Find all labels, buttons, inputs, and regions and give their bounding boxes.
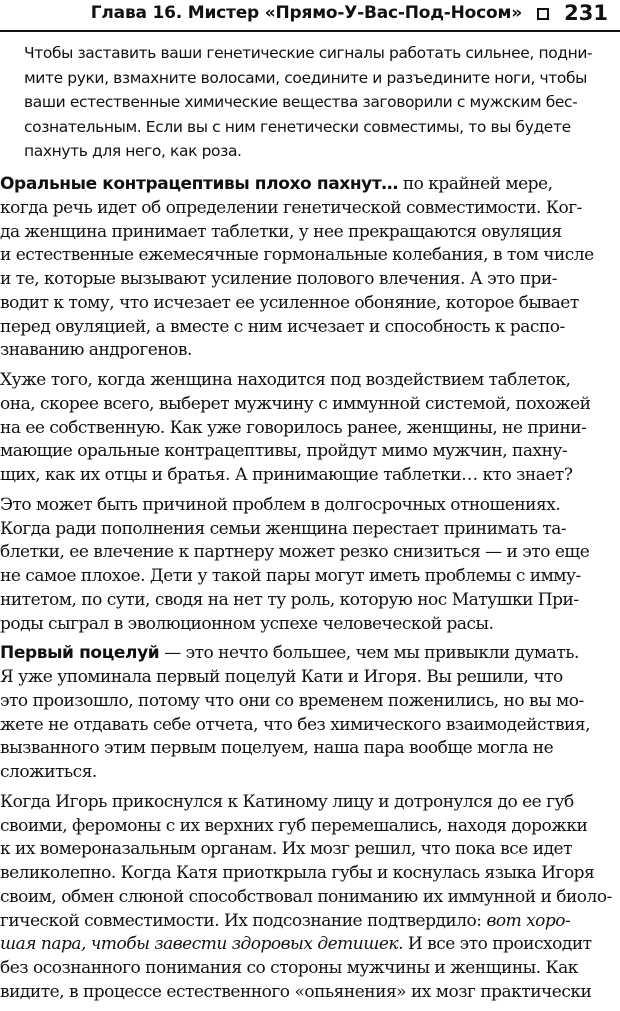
text-line: Я уже упоминала первый поцелуй Кати и Игоря. Вы решили, что <box>0 667 563 687</box>
text-line: перед овуляцией, а вместе с ним исчезает и способность к распо- <box>0 316 565 337</box>
text-line: щих, как их отцы и братья. А принимающие таблетки… кто знает? <box>0 465 573 485</box>
body-text <box>0 173 610 1011</box>
paragraph-worse <box>0 369 610 488</box>
tip-line: мите руки, взмахните волосами, соедините и разъедините ноги, чтобы <box>24 68 587 87</box>
text-line <box>0 933 610 957</box>
text-line: знаванию андрогенов. <box>0 340 192 361</box>
italic-run: шая пара, чтобы завести здоровых детишек. <box>0 934 403 955</box>
square-outline-icon <box>537 8 549 20</box>
header-rule <box>0 30 620 32</box>
text-line: жете не отдавать себе отчета, что без химического взаимодействия, <box>0 714 590 735</box>
text-line: своими, феромоны с их верхних губ перемешались, находя дорожки <box>0 815 588 836</box>
text-line: да женщина принимает таблетки, у нее прекращаются овуляция <box>0 221 562 242</box>
text-line: сложиться. <box>0 762 97 782</box>
tip-line: Чтобы заставить ваши генетические сигналы работать сильнее, подни- <box>24 44 593 62</box>
tip-line: пахнуть для него, как роза. <box>24 142 242 161</box>
text-line: на ее собственную. Как уже говорилось ранее, женщины, не прини- <box>0 417 587 438</box>
paragraph-first-kiss <box>0 642 610 785</box>
text-line: Когда Игорь прикоснулся к Катиному лицу и дотронулся до ее губ <box>0 791 574 812</box>
text-line: великолепно. Когда Катя приоткрыла губы и коснулась языка Игоря <box>0 863 595 883</box>
paragraph-contraceptives <box>0 173 610 363</box>
paragraph-igor-kiss <box>0 791 610 1005</box>
text-line <box>0 910 610 934</box>
text-run: гической совместимости. Их подсознание подтвердило: <box>0 910 487 931</box>
paragraph-lead: Первый поцелуй <box>0 643 160 664</box>
text-line: и те, которые вызывают усиление полового влечения. А это при- <box>0 269 557 289</box>
text-line: не самое плохое. Дети у такой пары могут иметь проблемы с имму- <box>0 566 581 586</box>
text-line: и естественные ежемесячные гормональные колебания, в том числе <box>0 245 594 266</box>
text-line: Хуже того, когда женщина находится под воздействием таблеток, <box>0 370 571 390</box>
text-line: к их вомероназальным органам. Их мозг решил, что пока все идет <box>0 839 573 860</box>
text-line: это произошло, потому что они со временем поженились, но вы мо- <box>0 690 584 711</box>
text-line <box>0 173 610 197</box>
text-line: нитетом, по сути, сводя на нет ту роль, которую нос Матушки При- <box>0 589 579 610</box>
text-line: мающие оральные контрацептивы, пройдут мимо мужчин, пахну- <box>0 441 568 462</box>
paragraph-problems <box>0 494 610 637</box>
text-line: видите, в процессе естественного «опьянения» их мозг практически <box>0 981 592 1002</box>
text-run: по крайней мере, <box>397 174 553 194</box>
tip-line: сознательным. Если вы с ним генетически совместимы, то вы будете <box>24 117 571 136</box>
text-line: без осознанного понимания со стороны мужчины и женщины. Как <box>0 958 578 978</box>
text-line: блетки, ее влечение к партнеру может резко снизиться — и это еще <box>0 542 590 563</box>
italic-run: вот хоро- <box>486 910 571 931</box>
text-run: — это нечто большее, чем мы привыкли думать. <box>159 643 579 664</box>
text-run: И все это происходит <box>402 934 592 955</box>
running-header <box>0 0 620 36</box>
text-line: она, скорее всего, выберет мужчину с иммунной системой, похожей <box>0 393 591 414</box>
text-line: водит к тому, что исчезает ее усиленное обоняние, которое бывает <box>0 292 579 313</box>
text-line: Когда ради пополнения семьи женщина перестает принимать та- <box>0 518 567 539</box>
tip-box <box>24 41 593 164</box>
text-line: Это может быть причиной проблем в долгосрочных отношениях. <box>0 494 561 515</box>
text-line: роды сыграл в эволюционном успехе человеческой расы. <box>0 613 494 634</box>
paragraph-lead: Оральные контрацептивы плохо пахнут… <box>0 174 398 194</box>
text-line: вызванного этим первым поцелуем, наша пара вообще могла не <box>0 738 554 759</box>
chapter-title: Глава 16. Мистер «Прямо-У-Вас-Под-Носом» <box>90 3 522 23</box>
page-number: 231 <box>564 1 608 25</box>
tip-line: ваши естественные химические вещества заговорили с мужским бес- <box>24 93 578 112</box>
text-line: своим, обмен слюной способствовал пониманию их иммунной и биоло- <box>0 886 612 907</box>
text-line <box>0 642 610 666</box>
text-line: когда речь идет об определении генетической совместимости. Ког- <box>0 197 582 218</box>
